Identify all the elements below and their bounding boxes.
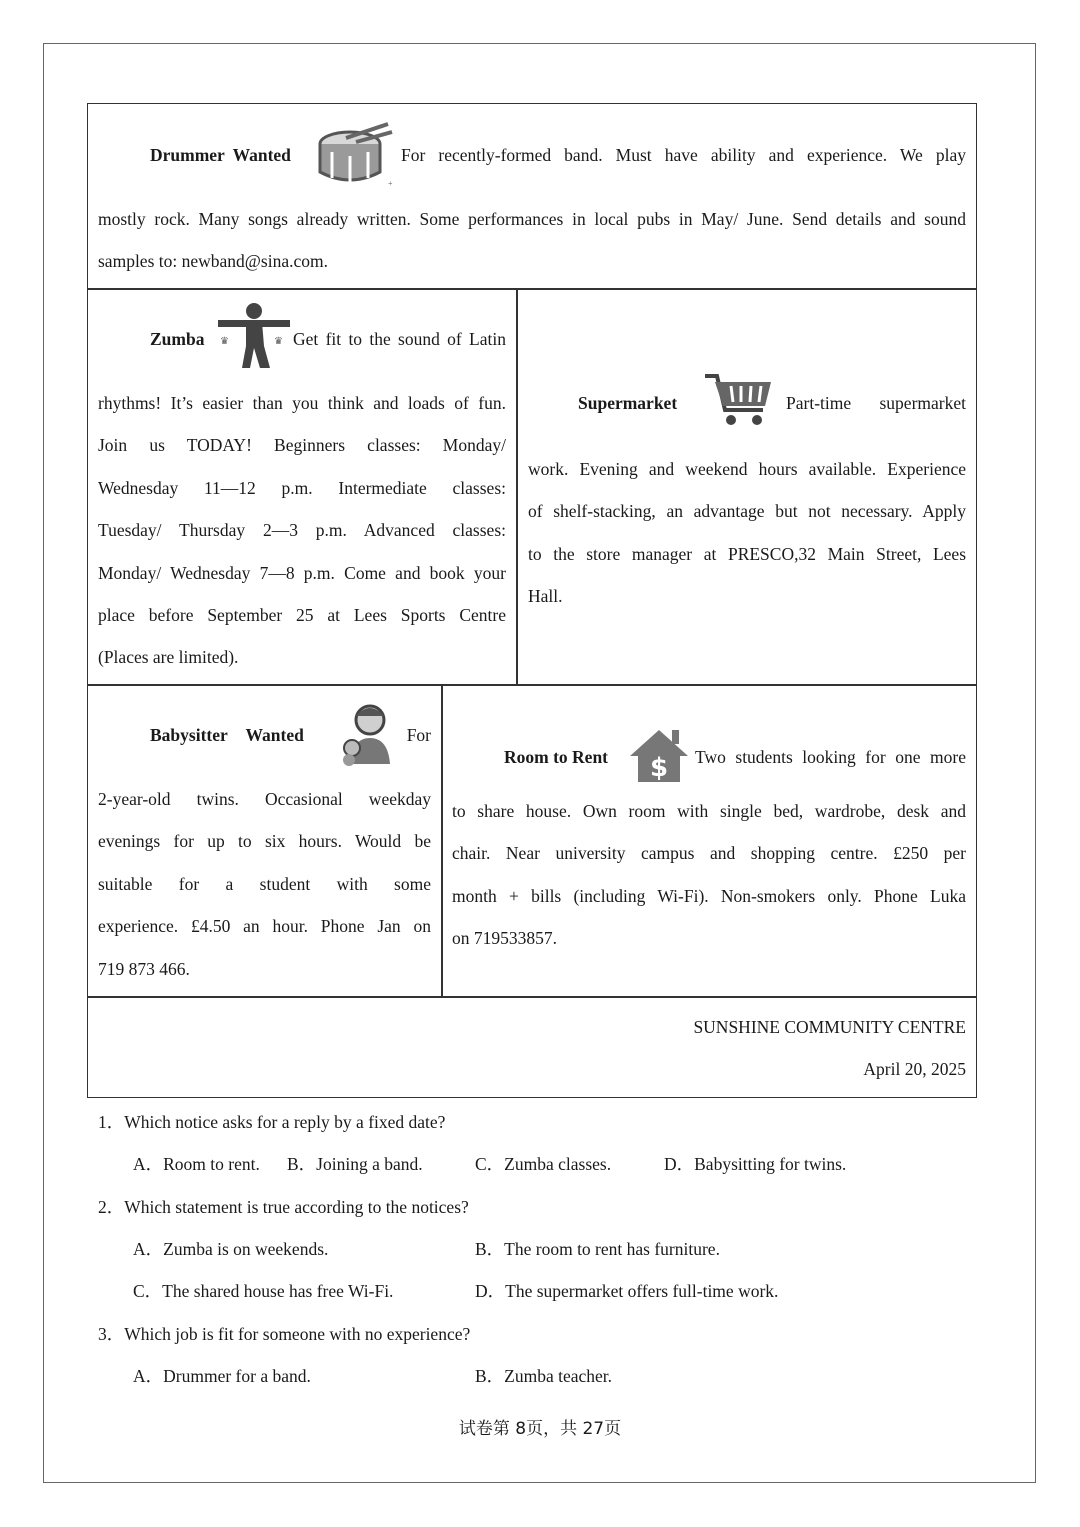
zumba-line-0: Get fit to the sound of Latin: [293, 329, 506, 349]
question-2-option-c[interactable]: C．The shared house has free Wi-Fi.: [133, 1281, 394, 1301]
question-2-option-a[interactable]: A．Zumba is on weekends.: [133, 1239, 329, 1259]
question-1-option-c[interactable]: C．Zumba classes.: [475, 1154, 612, 1174]
supermarket-notice: [528, 364, 966, 618]
supermarket-line-2: of shelf-stacking, an advantage but not necessary. Apply: [528, 501, 966, 522]
zumba-title: Zumba: [150, 329, 205, 349]
question-2-stem: 2．Which statement is true according to the notices?: [98, 1197, 469, 1217]
room-line-0: Two students looking for one more: [695, 747, 966, 767]
zumba-line-1: rhythms! It’s easier than you think and loads of fun.: [98, 393, 506, 413]
svg-text:+: +: [388, 179, 393, 188]
room-line-3: month + bills (including Wi-Fi). Non-smokers only. Phone Luka: [452, 885, 966, 906]
room-line-1: to share house. Own room with single bed, wardrobe, desk and: [452, 801, 966, 821]
zumba-notice: [98, 298, 506, 679]
drummer-title: Drummer Wanted: [150, 145, 291, 165]
zumba-line-2: Join us TODAY! Beginners classes: Monday/: [98, 435, 506, 456]
room-title: Room to Rent: [504, 747, 609, 767]
babysitter-line-3: suitable for a student with some: [98, 873, 431, 894]
babysitter-line-0: For: [406, 725, 431, 745]
zumba-line-4: Tuesday/ Thursday 2—3 p.m. Advanced classes:: [98, 520, 506, 541]
question-3-stem: 3．Which job is fit for someone with no experience?: [98, 1324, 471, 1344]
svg-text:$: $: [650, 753, 669, 783]
supermarket-line-4: Hall.: [528, 586, 563, 607]
room-notice: [452, 728, 966, 960]
question-1-option-b[interactable]: B．Joining a band.: [287, 1154, 423, 1174]
drummer-line2: mostly rock. Many songs already written. Some performances in local pubs in May/ June. Send details and sound: [98, 209, 966, 229]
question-2-option-b[interactable]: B．The room to rent has furniture.: [475, 1239, 720, 1259]
babysitter-line-4: experience. £4.50 an hour. Phone Jan on: [98, 916, 431, 937]
babysitter-title: Babysitter Wanted: [150, 725, 304, 745]
question-3-option-b[interactable]: B．Zumba teacher.: [475, 1366, 613, 1386]
svg-text:♛: ♛: [274, 336, 283, 347]
signature-date: April 20, 2025: [863, 1059, 966, 1080]
room-line-4: on 719533857.: [452, 928, 557, 949]
divider: [88, 996, 976, 998]
zumba-line-7: (Places are limited).: [98, 647, 239, 668]
divider: [88, 288, 976, 290]
supermarket-title: Supermarket: [578, 393, 678, 413]
babysitter-line-2: evenings for up to six hours. Would be: [98, 831, 431, 852]
drummer-line3: samples to: newband@sina.com.: [98, 251, 328, 272]
question-2-option-d[interactable]: D．The supermarket offers full-time work.: [475, 1281, 779, 1301]
drum-icon: [316, 122, 394, 203]
drummer-notice: [98, 114, 966, 283]
supermarket-line-3: to the store manager at PRESCO,32 Main Street, Lees: [528, 543, 966, 564]
question-1-option-d[interactable]: D．Babysitting for twins.: [664, 1154, 847, 1174]
shopping-cart-icon: [703, 370, 775, 445]
question-1-stem: 1．Which notice asks for a reply by a fixed date?: [98, 1112, 446, 1132]
supermarket-line-0: Part-time supermarket: [786, 393, 966, 413]
babysitter-icon: [338, 698, 394, 783]
question-1-option-a[interactable]: A．Room to rent.: [133, 1154, 260, 1174]
zumba-line-5: Monday/ Wednesday 7—8 p.m. Come and book your: [98, 562, 506, 583]
divider: [441, 684, 443, 997]
drummer-line1: For recently-formed band. Must have ability and experience. We play: [401, 145, 966, 165]
svg-text:♛: ♛: [220, 336, 229, 347]
page-footer: 试卷第 8页，共 27页: [458, 1419, 622, 1439]
notice-board: [87, 103, 977, 1098]
room-line-2: chair. Near university campus and shopping centre. £250 per: [452, 843, 966, 864]
question-3-option-a[interactable]: A．Drummer for a band.: [133, 1366, 311, 1386]
supermarket-line-1: work. Evening and weekend hours available. Experience: [528, 459, 966, 479]
signature-org: SUNSHINE COMMUNITY CENTRE: [693, 1017, 966, 1037]
zumba-line-3: Wednesday 11—12 p.m. Intermediate classes:: [98, 477, 506, 498]
babysitter-notice: [98, 694, 431, 990]
divider: [88, 684, 976, 686]
dancer-icon: [216, 302, 296, 387]
zumba-line-6: place before September 25 at Lees Sports Centre: [98, 605, 506, 626]
signature: [366, 1006, 966, 1091]
babysitter-line-5: 719 873 466.: [98, 958, 190, 979]
house-dollar-icon: [628, 728, 690, 799]
babysitter-line-1: 2-year-old twins. Occasional weekday: [98, 789, 431, 809]
divider: [516, 288, 518, 685]
